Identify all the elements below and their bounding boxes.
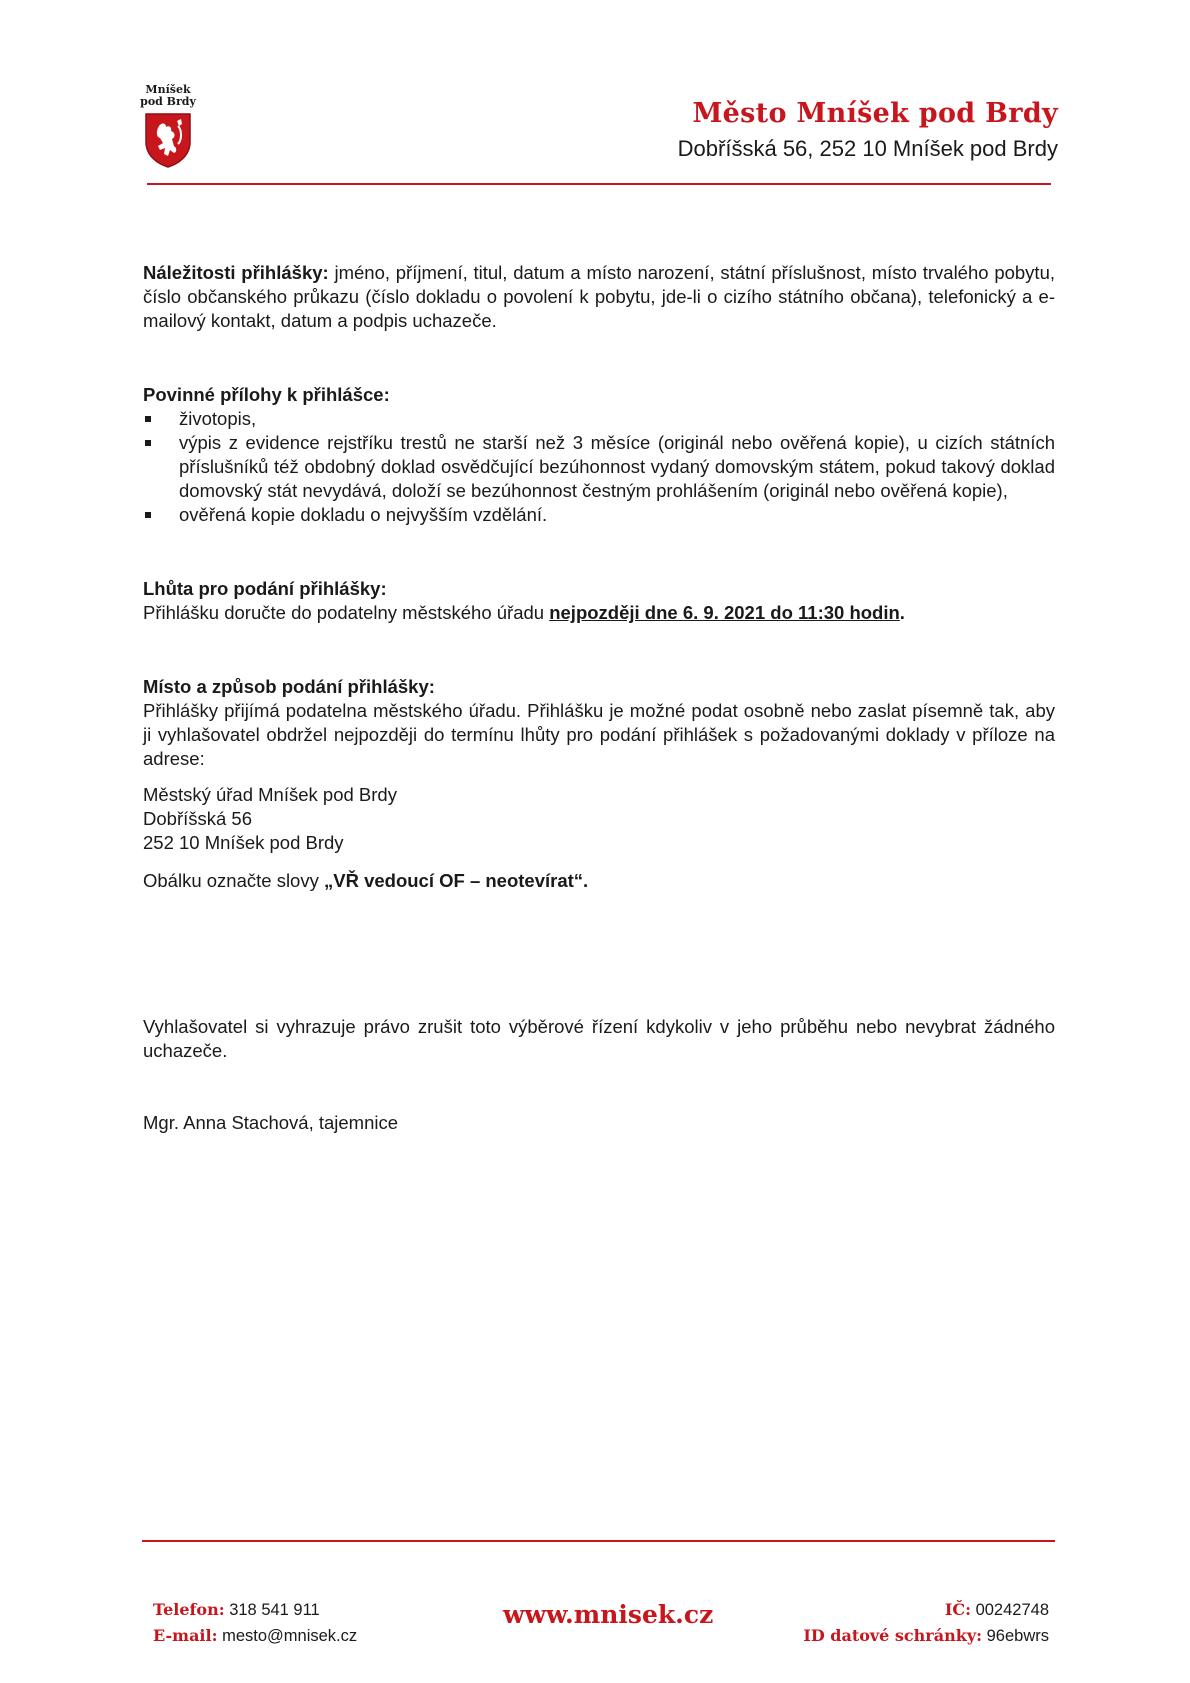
list-item: životopis, [143, 407, 1055, 431]
logo-text-line1: Mníšek [145, 83, 191, 96]
address-line: Dobříšská 56 [143, 808, 252, 829]
phone-label: Telefon: [153, 1600, 225, 1619]
email-value: mesto@mnisek.cz [222, 1627, 358, 1645]
requirements-label: Náležitosti přihlášky: [143, 262, 329, 283]
attachments-list [143, 407, 1055, 527]
deadline-heading: Lhůta pro podání přihlášky: [143, 578, 387, 599]
attachments-heading: Povinné přílohy k přihlášce: [143, 384, 390, 405]
attachments-section [143, 383, 1055, 527]
deadline-text: Přihlášku doručte do podatelny městského úřadu [143, 602, 550, 623]
postal-address [143, 783, 1055, 855]
email-label: E-mail: [153, 1626, 218, 1645]
submission-section [143, 675, 1055, 893]
deadline-end: . [899, 602, 905, 623]
city-address: Dobříšská 56, 252 10 Mníšek pod Brdy [677, 136, 1058, 161]
footer-contacts [153, 1597, 357, 1649]
city-name: Město Mníšek pod Brdy [692, 98, 1058, 129]
ic-value: 00242748 [975, 1601, 1049, 1619]
databox-label: ID datové schránky: [803, 1626, 983, 1645]
list-item: výpis z evidence rejstříku trestů ne starší než 3 měsíce (originál nebo ověřená kopie), u cizích státních příslušníků též obdobný doklad osvědčující bezúhonnost vydaný domovským státem, pokud takový doklad domovský stát nevydává, doloží se bezúhonnost čestným prohlášením (originál nebo ověřená kopie), [143, 431, 1055, 503]
phone-value: 318 541 911 [229, 1601, 320, 1619]
disclaimer: Vyhlašovatel si vyhrazuje právo zrušit toto výběrové řízení kdykoliv v jeho průběhu nebo nevybrat žádného uchazeče. [143, 1016, 1055, 1061]
document-body [143, 261, 1055, 1135]
footer-divider [142, 1540, 1055, 1542]
deadline-section [143, 577, 1055, 625]
header-divider [147, 183, 1051, 185]
submission-text: Přihlášky přijímá podatelna městského úřadu. Přihlášku je možné podat osobně nebo zaslat písemně tak, aby ji vyhlašovatel obdržel nejpozději do termínu lhůty pro podání přihlášek s požadovanými doklady v příloze na adrese: [143, 700, 1055, 769]
signature: Mgr. Anna Stachová, tajemnice [143, 1112, 399, 1133]
databox-value: 96ebwrs [986, 1627, 1049, 1645]
envelope-label: „VŘ vedoucí OF – neotevírat“. [323, 870, 589, 891]
address-line: Městský úřad Mníšek pod Brdy [143, 784, 397, 805]
envelope-text: Obálku označte slovy [143, 870, 324, 891]
logo-text-line2: pod Brdy [140, 95, 196, 108]
ic-label: IČ: [944, 1600, 971, 1619]
requirements-section [143, 261, 1055, 333]
footer-ids [803, 1597, 1049, 1649]
deadline-date: nejpozději dne 6. 9. 2021 do 11:30 hodin [549, 602, 900, 623]
requirements-text: jméno, příjmení, titul, datum a místo narození, státní příslušnost, místo trvalého pobytu, číslo občanského průkazu (číslo dokladu o povolení k pobytu, jde-li o cizího státního občana), telefonický a e-mailový kontakt, datum a podpis uchazeče. [143, 262, 1056, 331]
address-line: 252 10 Mníšek pod Brdy [143, 832, 344, 853]
website-link[interactable]: www.mnisek.cz [503, 1600, 714, 1629]
list-item: ověřená kopie dokladu o nejvyšším vzdělání. [143, 503, 1055, 527]
submission-heading: Místo a způsob podání přihlášky: [143, 676, 435, 697]
coat-of-arms-icon [144, 112, 192, 168]
town-logo [138, 84, 198, 168]
